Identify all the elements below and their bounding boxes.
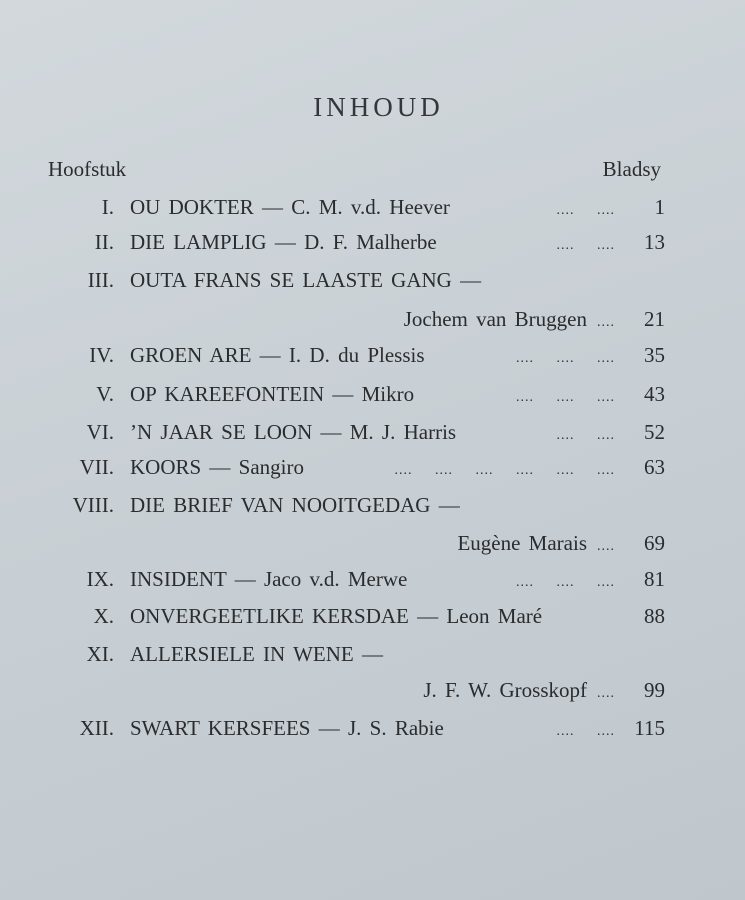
chapter-number: II. <box>94 230 114 254</box>
leader-dots: .... .... .... <box>516 390 615 405</box>
chapter-title: ’N JAAR SE LOON — M. J. Harris <box>130 420 457 444</box>
chapter-title: KOORS — Sangiro <box>130 455 305 479</box>
page-number: 43 <box>644 382 665 406</box>
toc-entry <box>0 642 665 672</box>
toc-entry <box>0 195 665 225</box>
chapter-title: OUTA FRANS SE LAASTE GANG — <box>130 268 482 292</box>
leader-dots: .... .... .... <box>516 351 615 366</box>
chapter-number: VI. <box>86 420 114 444</box>
toc-entry <box>0 307 665 337</box>
chapter-title: Jochem van Bruggen <box>403 307 587 331</box>
toc-entry <box>0 268 665 298</box>
page-number: 35 <box>644 343 665 367</box>
toc-entry <box>0 531 665 561</box>
chapter-number: XI. <box>86 642 114 666</box>
chapter-number: X. <box>93 604 114 628</box>
leader-dots: .... <box>597 686 615 701</box>
page-title: INHOUD <box>313 92 444 122</box>
page-number: 52 <box>644 420 665 444</box>
page-number: 81 <box>644 567 665 591</box>
page-number: 88 <box>644 604 665 628</box>
chapter-title: INSIDENT — Jaco v.d. Merwe <box>130 567 408 591</box>
toc-entry <box>0 455 665 485</box>
page-number: 13 <box>644 230 665 254</box>
chapter-number: VII. <box>79 455 114 479</box>
leader-dots: .... .... <box>556 428 615 443</box>
chapter-title: ONVERGEETLIKE KERSDAE — Leon Maré <box>130 604 543 628</box>
leader-dots: .... <box>597 539 615 554</box>
leader-dots: .... .... .... <box>516 575 615 590</box>
toc-entry <box>0 604 665 634</box>
chapter-number: IV. <box>89 343 114 367</box>
page-number: 115 <box>634 716 665 740</box>
page-number: 1 <box>654 195 665 219</box>
page-number: 99 <box>644 678 665 702</box>
chapter-title: OU DOKTER — C. M. v.d. Heever <box>130 195 450 219</box>
chapter-number: V. <box>96 382 114 406</box>
toc-entry <box>0 678 665 708</box>
toc-entry <box>0 382 665 412</box>
chapter-number: IX. <box>86 567 114 591</box>
chapter-title: J. F. W. Grosskopf <box>423 678 587 702</box>
toc-entry <box>0 343 665 373</box>
chapter-number: III. <box>87 268 114 292</box>
chapter-title: SWART KERSFEES — J. S. Rabie <box>130 716 444 740</box>
leader-dots: .... .... <box>556 238 615 253</box>
chapter-title: GROEN ARE — I. D. du Plessis <box>130 343 425 367</box>
leader-dots: .... <box>597 315 615 330</box>
toc-entry <box>0 716 665 746</box>
toc-entry <box>0 493 665 523</box>
chapter-number: VIII. <box>72 493 114 517</box>
page-number: 69 <box>644 531 665 555</box>
page-column-header: Bladsy <box>602 157 661 181</box>
chapter-title: Eugène Marais <box>457 531 587 555</box>
chapter-title: DIE BRIEF VAN NOOITGEDAG — <box>130 493 460 517</box>
chapter-title: DIE LAMPLIG — D. F. Malherbe <box>130 230 437 254</box>
chapter-title: OP KAREEFONTEIN — Mikro <box>130 382 415 406</box>
page-number: 21 <box>644 307 665 331</box>
leader-dots: .... .... <box>556 724 615 739</box>
toc-entry <box>0 420 665 450</box>
page-number: 63 <box>644 455 665 479</box>
chapter-column-header: Hoofstuk <box>48 157 127 181</box>
toc-entry <box>0 567 665 597</box>
chapter-number: I. <box>101 195 114 219</box>
chapter-number: XII. <box>79 716 114 740</box>
toc-entry <box>0 230 665 260</box>
leader-dots: .... .... .... .... .... .... <box>394 463 615 478</box>
chapter-title: ALLERSIELE IN WENE — <box>130 642 383 666</box>
leader-dots: .... .... <box>556 203 615 218</box>
